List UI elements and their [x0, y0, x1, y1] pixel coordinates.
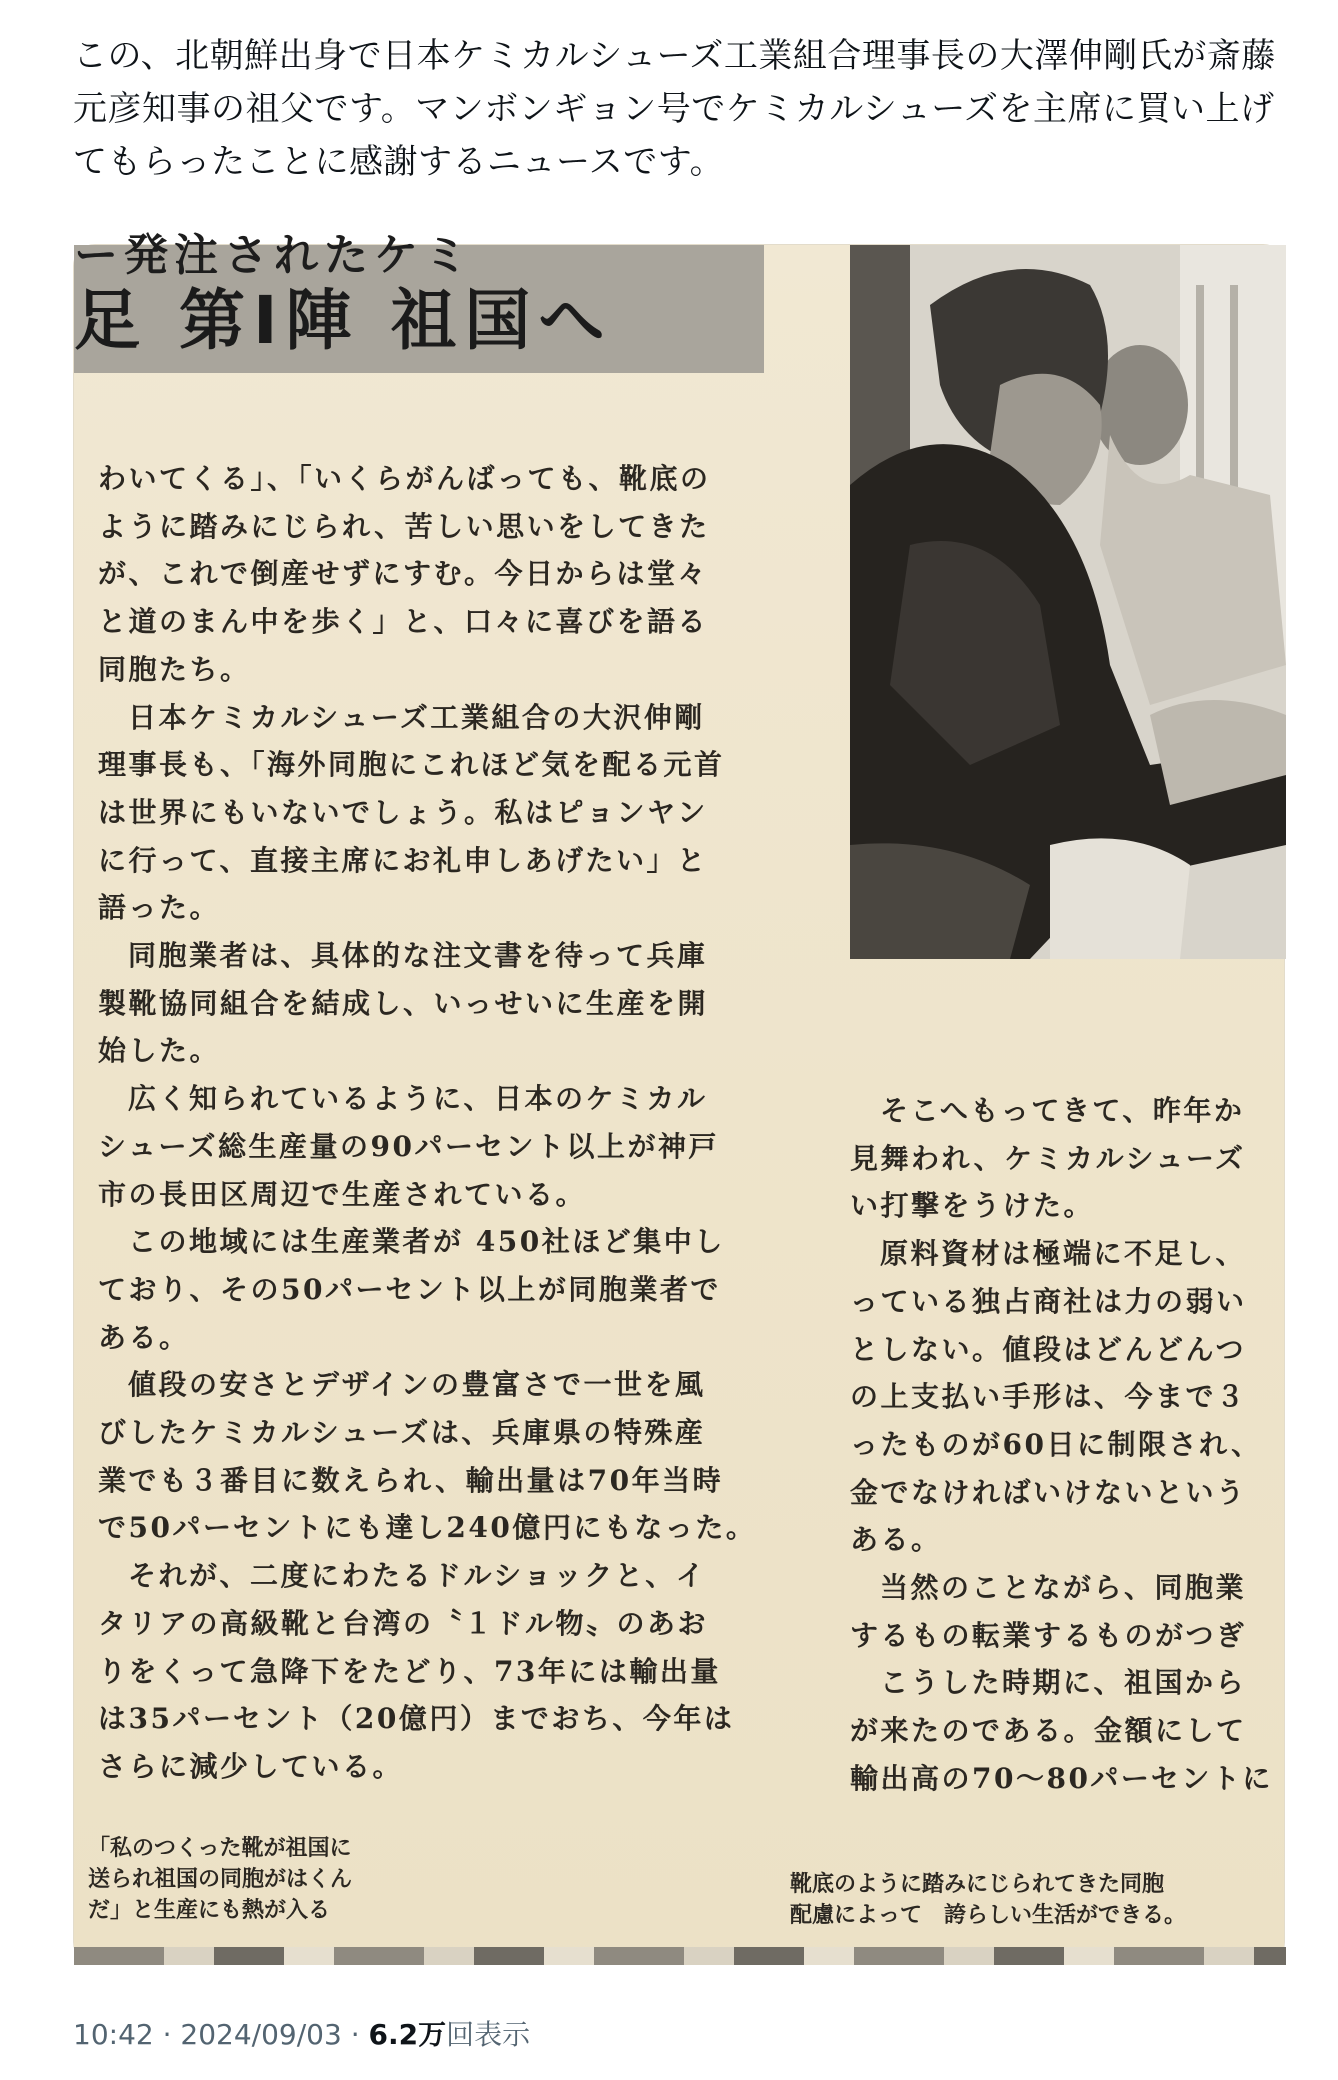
- article-line: ように踏みにじられ、苦しい思いをしてきた: [98, 509, 710, 543]
- photo-caption-left: [88, 1833, 488, 1926]
- article-line: 同胞たち。: [98, 652, 251, 686]
- article-line: するもの転業するものがつぎ: [850, 1618, 1247, 1652]
- article-line: の上支払い手形は、今まで３: [850, 1380, 1247, 1414]
- caption-line: 送られ祖国の同胞がはくん: [88, 1866, 353, 1892]
- article-line: 始した。: [98, 1034, 221, 1068]
- photo-illustration: [850, 245, 1286, 959]
- article-left-column: [98, 455, 778, 1791]
- article-line: そこへもってきて、昨年か: [880, 1094, 1245, 1127]
- meta-separator: ·: [341, 2018, 369, 2051]
- caption-line: 配慮によって 誇らしい生活ができる。: [790, 1902, 1187, 1928]
- article-line: 製靴協同組合を結成し、いっせいに生産を開: [98, 986, 709, 1020]
- article-line: っている独占商社は力の弱い: [850, 1284, 1247, 1318]
- article-line: が来たのである。金額にして: [850, 1714, 1247, 1748]
- article-line: ており、その50パーセント以上が同胞業者で: [98, 1272, 721, 1306]
- article-line: い打撃をうけた。: [850, 1189, 1095, 1223]
- headline-top-cropped: ー発注されたケミ: [74, 230, 474, 281]
- article-line: 当然のことながら、同胞業: [880, 1571, 1247, 1605]
- article-line: 見舞われ、ケミカルシューズ: [850, 1141, 1246, 1175]
- article-line: 日本ケミカルシューズ工業組合の大沢伸剛: [128, 700, 705, 734]
- view-count: 6.2万: [368, 2018, 447, 2051]
- post-text: この、北朝鮮出身で日本ケミカルシューズ工業組合理事長の大澤伸剛氏が斎藤元彦知事の祖父です。マンボンギョン号でケミカルシューズを主席に買い上げてもらったことに感謝するニュースです。: [73, 36, 1276, 182]
- article-line: りをくって急降下をたどり、73年には輸出量: [98, 1654, 721, 1688]
- image-bottom-edge: [74, 1947, 1286, 1965]
- article-line: ったものが60日に制限され、: [850, 1427, 1262, 1461]
- article-line: 同胞業者は、具体的な注文書を待って兵庫: [128, 939, 708, 973]
- article-line: この地域には生産業者が 450社ほど集中し: [128, 1225, 725, 1259]
- meta-separator: ·: [153, 2018, 181, 2051]
- article-line: 輸出高の70〜80パーセントに: [850, 1761, 1273, 1795]
- article-line: で50パーセントにも達し240億円にもなった。: [98, 1511, 757, 1545]
- article-photo: [850, 245, 1286, 959]
- view-count-label: 回表示: [446, 2018, 531, 2051]
- article-line: ある。: [98, 1320, 190, 1354]
- caption-line: 「私のつくった靴が祖国に: [88, 1835, 352, 1861]
- article-line: びしたケミカルシューズは、兵庫県の特殊産: [98, 1416, 706, 1450]
- article-line: は世界にもいないでしょう。私はピョンヤン: [98, 795, 708, 829]
- post-time[interactable]: 10:42: [73, 2018, 154, 2051]
- article-line: ある。: [850, 1523, 942, 1557]
- article-line: 原料資材は極端に不足し、: [880, 1237, 1247, 1271]
- post-date[interactable]: 2024/09/03: [180, 2018, 342, 2051]
- article-line: さらに減少している。: [98, 1749, 404, 1783]
- headline: 足 第Ⅰ陣 祖国へ: [74, 282, 613, 359]
- caption-line: だ」と生産にも熱が入る: [88, 1897, 331, 1923]
- caption-line: 靴底のように踏みにじられてきた同胞: [790, 1871, 1165, 1897]
- article-line: タリアの高級靴と台湾の〝１ドル物〟のあお: [98, 1606, 709, 1640]
- article-line: 語った。: [98, 891, 221, 925]
- article-line: こうした時期に、祖国から: [880, 1666, 1247, 1700]
- post-metadata: [73, 2013, 973, 2053]
- article-line: と道のまん中を歩く」と、口々に喜びを語る: [98, 605, 709, 639]
- article-line: それが、二度にわたるドルショックと、イ: [128, 1559, 707, 1593]
- article-right-column: [850, 1087, 1286, 1803]
- article-line: 金でなければいけないという: [850, 1475, 1247, 1509]
- article-line: に行って、直接主席にお礼申しあげたい」と: [98, 843, 708, 877]
- article-line: 市の長田区周辺で生産されている。: [98, 1177, 587, 1211]
- article-line: 広く知られているように、日本のケミカル: [128, 1082, 708, 1116]
- article-line: シューズ総生産量の90パーセント以上が神戸: [98, 1129, 719, 1163]
- article-line: 値段の安さとデザインの豊富さで一世を風: [128, 1368, 706, 1402]
- photo-caption-right: [790, 1869, 1286, 1931]
- headline-band: [74, 230, 764, 373]
- article-line: は35パーセント（20億円）までおち、今年は: [98, 1702, 735, 1736]
- article-line: が、これで倒産せずにすむ。今日からは堂々: [98, 557, 709, 591]
- article-line: 理事長も、「海外同胞にこれほど気を配る元首: [98, 748, 725, 782]
- attached-image[interactable]: [73, 230, 1285, 1964]
- article-line: としない。値段はどんどんつ: [850, 1332, 1246, 1366]
- article-line: わいてくる」、「いくらがんばっても、靴底の: [98, 462, 711, 495]
- article-line: 業でも３番目に数えられ、輸出量は70年当時: [98, 1463, 724, 1497]
